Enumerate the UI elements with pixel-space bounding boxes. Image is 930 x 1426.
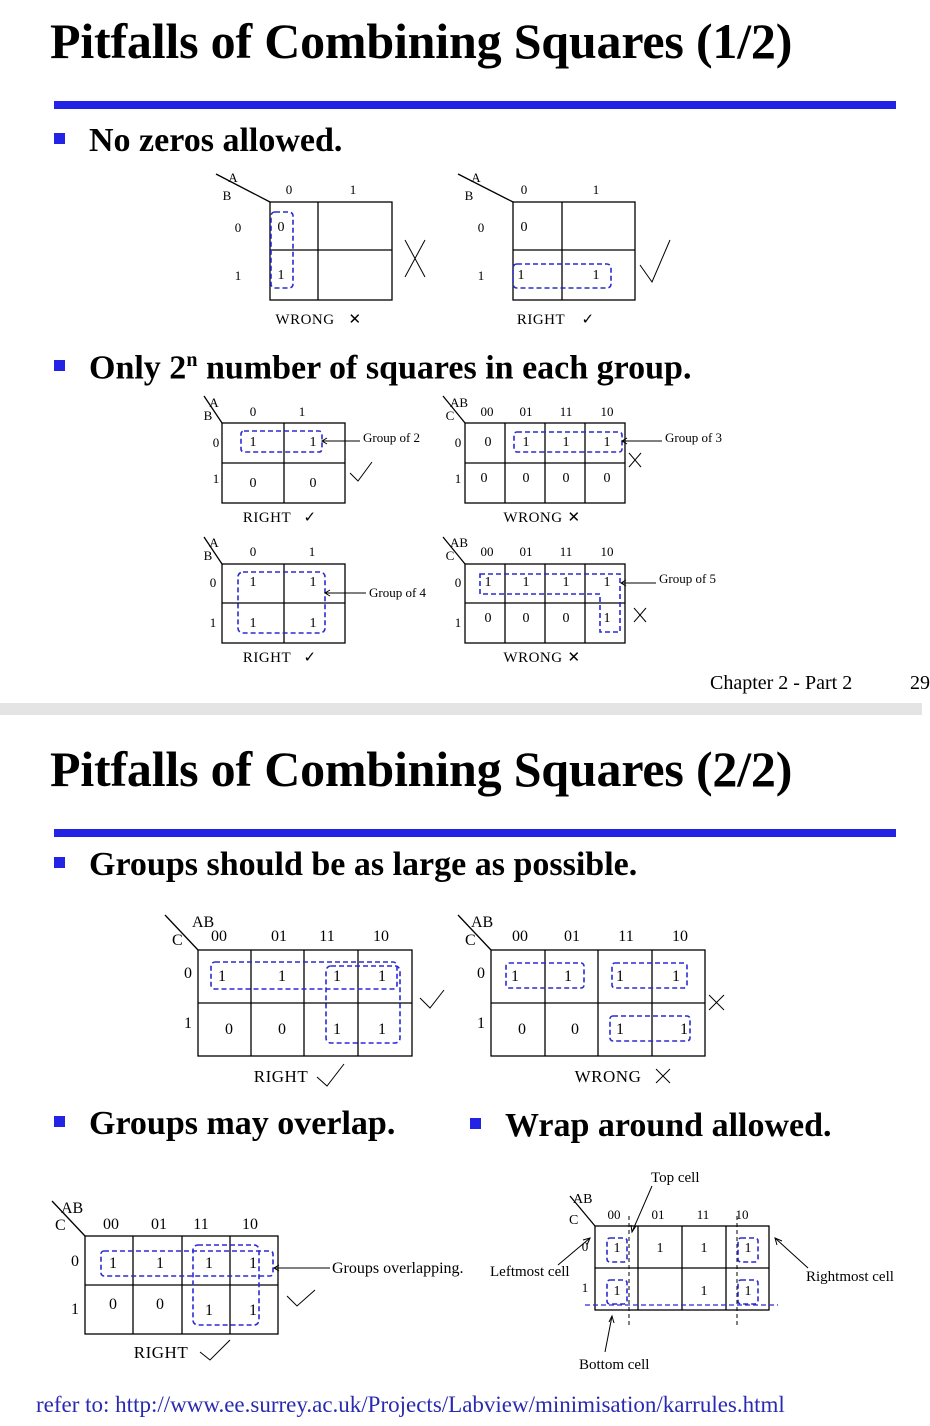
kmap-line	[513, 202, 635, 300]
kmap-text: 1	[454, 471, 462, 486]
kmap-text: 1	[564, 968, 572, 985]
label-group-of-2: Group of 2	[363, 430, 421, 445]
kmap-text: 0	[477, 965, 485, 982]
kmap-text: A	[209, 535, 219, 550]
kmap-text: 1	[298, 404, 306, 419]
bullet-text: Groups may overlap.	[89, 1105, 396, 1142]
kmap-text: 0	[454, 435, 462, 450]
kmap-text: 1	[680, 1021, 688, 1038]
label-group-of-5: Group of 5	[659, 571, 717, 586]
kmap-text: 01	[271, 928, 287, 945]
kmap-text: 11	[559, 404, 573, 419]
kmap-text: 1	[511, 968, 519, 985]
caption-right: RIGHT	[516, 312, 566, 328]
kmap-text: 1	[522, 575, 530, 590]
kmap-text: 1	[454, 615, 462, 630]
bullet-text: Wrap around allowed.	[505, 1107, 832, 1144]
kmap-text: 11	[618, 928, 634, 945]
kmap-text: 00	[512, 928, 528, 945]
kmap-text: 0	[454, 575, 462, 590]
kmap-text: C	[172, 932, 183, 949]
row-header: 0	[234, 220, 242, 235]
label-groups-overlapping: Groups overlapping.	[332, 1260, 464, 1277]
slide-separator	[0, 703, 922, 715]
kmap-text: C	[445, 548, 455, 563]
var-label: A	[228, 170, 238, 185]
kmap-text: A	[471, 170, 481, 185]
bullet-square-icon	[470, 1118, 481, 1129]
kmap-text: ✕	[567, 650, 581, 666]
kmap-text: 0	[562, 611, 570, 626]
kmap-text: 1	[517, 268, 525, 283]
kmap-text: 0	[184, 965, 192, 982]
kmap-text: 1	[278, 968, 286, 985]
kmap-text: 0	[156, 1296, 164, 1313]
kmap-line	[632, 1186, 652, 1232]
kmap-text: B	[203, 408, 213, 423]
kmap-group-of-5-wrong	[443, 537, 625, 643]
kmap-text: 1	[592, 182, 600, 197]
kmap-line	[605, 1316, 612, 1352]
bullet-text-pre: Only 2	[89, 349, 187, 387]
kmap-text: 1	[581, 1280, 589, 1295]
kmap-text: 0	[520, 182, 528, 197]
kmap-text: 11	[193, 1216, 209, 1233]
check-mark-icon	[287, 1290, 315, 1306]
kmap-group-of-4-right	[204, 537, 345, 643]
kmap-text: 1	[378, 1021, 386, 1038]
kmap-text: 0	[603, 471, 611, 486]
kmap-text: 1	[309, 575, 317, 590]
kmap-text: 11	[696, 1207, 710, 1222]
kmap-text: 10	[735, 1207, 749, 1222]
kmap-text: 1	[218, 968, 226, 985]
kmap-text: 0	[520, 220, 528, 235]
label-group-of-4: Group of 4	[369, 585, 427, 600]
kmap-text: C	[569, 1213, 579, 1228]
slide2-bullet-overlap	[54, 1105, 395, 1143]
kmap-text: 0	[249, 476, 257, 491]
kmap-text: 10	[600, 544, 614, 559]
kmap-text: 00	[480, 404, 494, 419]
kmap-text: RIGHT	[242, 510, 292, 526]
kmap-text: 1	[249, 435, 257, 450]
cell-value: 1	[277, 268, 285, 283]
kmap-text: 1	[378, 968, 386, 985]
kmap-text: 1	[562, 575, 570, 590]
kmap-group-of-3-wrong	[443, 396, 625, 503]
kmap-text: 1	[700, 1284, 708, 1299]
kmap-no-zeros-right	[458, 174, 635, 300]
kmap-text: C	[445, 408, 455, 423]
col-header: 1	[349, 182, 357, 197]
kmap-text: 1	[484, 575, 492, 590]
kmap-group-of-2-right	[204, 396, 345, 503]
kmap-text: 0	[480, 471, 488, 486]
kmap-text: 1	[249, 575, 257, 590]
kmap-text: 0	[109, 1296, 117, 1313]
check-mark-icon	[317, 1064, 344, 1086]
check-mark-icon	[420, 990, 444, 1008]
bullet-square-icon	[54, 857, 65, 868]
kmap-text: 1	[744, 1241, 752, 1256]
kmap-text: 1	[522, 435, 530, 450]
col-header: 0	[285, 182, 293, 197]
kmap-text: 00	[211, 928, 227, 945]
kmap-text: RIGHT	[242, 650, 292, 666]
kmap-text: 1	[613, 1241, 621, 1256]
label-rightmost-cell: Rightmost cell	[806, 1269, 894, 1285]
kmap-text: WRONG	[503, 650, 563, 666]
kmap-text: AB	[61, 1200, 84, 1217]
check-mark-icon	[200, 1340, 230, 1360]
kmap-text: 0	[571, 1021, 579, 1038]
cell-value: 0	[277, 220, 285, 235]
row-header: 1	[234, 268, 242, 283]
kmap-text: WRONG	[574, 1067, 642, 1086]
kmap-text: 0	[518, 1021, 526, 1038]
kmap-text: ✓	[303, 650, 317, 666]
kmap-large-groups-wrong	[458, 915, 705, 1056]
label-top-cell: Top cell	[651, 1170, 700, 1186]
kmap-text: 1	[209, 615, 217, 630]
kmap-text: 11	[319, 928, 335, 945]
kmap-text: 1	[672, 968, 680, 985]
kmap-text: 01	[519, 544, 533, 559]
kmap-text: 1	[613, 1284, 621, 1299]
kmap-text: 1	[71, 1301, 79, 1318]
kmap-line	[775, 1238, 808, 1268]
kmap-text: 0	[278, 1021, 286, 1038]
kmap-text: 1	[309, 616, 317, 631]
kmap-text: 10	[672, 928, 688, 945]
kmap-text: 10	[600, 404, 614, 419]
kmap-text: AB	[449, 535, 469, 550]
slide1-title: Pitfalls of Combining Squares (1/2)	[50, 13, 793, 69]
slide2-title: Pitfalls of Combining Squares (2/2)	[50, 741, 793, 797]
kmap-text: 0	[209, 575, 217, 590]
kmap-text: 0	[562, 471, 570, 486]
kmap-text: 11	[559, 544, 573, 559]
slide2-title-rule	[54, 829, 896, 837]
label-leftmost-cell: Leftmost cell	[490, 1264, 570, 1280]
kmap-text: 0	[484, 611, 492, 626]
kmap-text: 1	[700, 1241, 708, 1256]
kmap-text: 0	[484, 435, 492, 450]
bullet-text: No zeros allowed.	[89, 122, 343, 159]
kmap-text: 0	[477, 220, 485, 235]
kmap-text: 00	[103, 1216, 119, 1233]
bullet-text-post: number of squares in each group.	[197, 349, 692, 387]
kmap-line	[270, 202, 392, 300]
kmap-text: 1	[744, 1284, 752, 1299]
bullet-square-icon	[54, 1116, 65, 1127]
group-box	[101, 1251, 273, 1276]
kmap-text: AB	[192, 914, 215, 931]
kmap-text: 00	[480, 544, 494, 559]
kmap-text: 1	[616, 968, 624, 985]
kmap-text: 0	[581, 1239, 589, 1254]
kmap-text: 01	[564, 928, 580, 945]
kmap-text: 10	[242, 1216, 258, 1233]
kmap-text: A	[209, 395, 219, 410]
check-mark-icon	[640, 240, 670, 282]
kmap-text: ✓	[303, 510, 317, 526]
kmap-text: 0	[522, 471, 530, 486]
slide2-bullet-large-groups	[54, 846, 637, 884]
kmap-text: 1	[249, 1255, 257, 1272]
slide2-bullet-wrap-around	[470, 1107, 832, 1145]
kmap-text: 1	[562, 435, 570, 450]
kmap-text: RIGHT	[133, 1343, 189, 1362]
kmap-text: 1	[603, 435, 611, 450]
caption-wrong: WRONG	[275, 312, 335, 328]
kmap-text: 0	[249, 544, 257, 559]
bullet-text: Groups should be as large as possible.	[89, 846, 638, 883]
kmap-text: 0	[71, 1253, 79, 1270]
kmap-text: 0	[249, 404, 257, 419]
kmap-text: 1	[603, 575, 611, 590]
kmap-text: 1	[603, 611, 611, 626]
kmap-text: 10	[373, 928, 389, 945]
bullet-superscript: n	[186, 349, 198, 371]
kmap-text: RIGHT	[253, 1067, 309, 1086]
kmap-text: 0	[522, 611, 530, 626]
kmap-text: 1	[184, 1015, 192, 1032]
kmap-text: 1	[333, 1021, 341, 1038]
kmap-text: 1	[205, 1255, 213, 1272]
kmap-text: 1	[212, 471, 220, 486]
kmap-text: WRONG	[503, 510, 563, 526]
check-mark-icon	[350, 462, 372, 481]
kmap-text: 1	[656, 1241, 664, 1256]
kmap-text: 0	[225, 1021, 233, 1038]
kmap-text: 1	[205, 1302, 213, 1319]
kmap-text: 01	[519, 404, 533, 419]
reference-link[interactable]: refer to: http://www.ee.surrey.ac.uk/Projects/Labview/minimisation/karrules.html	[36, 1392, 785, 1417]
kmap-no-zeros-wrong	[216, 174, 392, 300]
slide1-page-number: 29	[910, 672, 930, 694]
kmap-text: AB	[573, 1192, 593, 1207]
kmap-text: 1	[309, 435, 317, 450]
kmap-text: ✕	[567, 510, 581, 526]
slide1-footer-chapter: Chapter 2 - Part 2	[710, 672, 853, 694]
kmap-text: 1	[592, 268, 600, 283]
kmap-text: 1	[616, 1021, 624, 1038]
label-bottom-cell: Bottom cell	[579, 1357, 650, 1373]
kmap-text: 1	[333, 968, 341, 985]
label-group-of-3: Group of 3	[665, 430, 723, 445]
kmap-text: 1	[109, 1255, 117, 1272]
var-label: B	[222, 188, 232, 203]
kmap-text: 1	[477, 1015, 485, 1032]
kmap-text: C	[55, 1217, 66, 1234]
kmap-text: 0	[309, 476, 317, 491]
kmap-text: 1	[249, 616, 257, 631]
kmap-text: 1	[156, 1255, 164, 1272]
kmap-text: B	[464, 188, 474, 203]
kmap-text: C	[465, 932, 476, 949]
kmap-text: 01	[151, 1216, 167, 1233]
kmap-text: 01	[651, 1207, 665, 1222]
kmap-text: 1	[249, 1302, 257, 1319]
kmap-text: AB	[449, 395, 469, 410]
kmap-text: AB	[471, 914, 494, 931]
kmap-text: 0	[212, 435, 220, 450]
kmap-text: 1	[308, 544, 316, 559]
kmap-text: 1	[477, 268, 485, 283]
check-mark: ✓	[581, 312, 595, 328]
x-mark: ✕	[348, 312, 362, 328]
kmap-text: B	[203, 548, 213, 563]
kmap-text: 00	[607, 1207, 621, 1222]
